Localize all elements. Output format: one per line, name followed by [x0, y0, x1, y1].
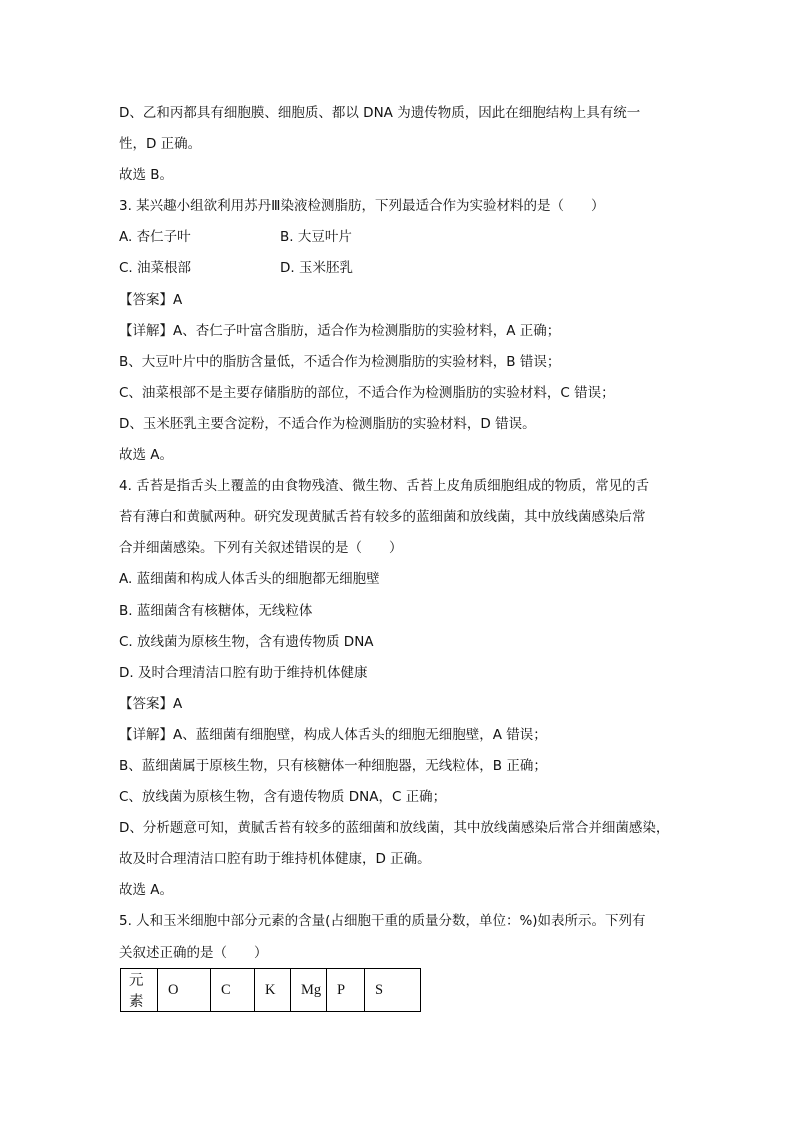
table-cell: K [255, 969, 291, 1012]
text-line: 关叙述正确的是（ ） [119, 944, 268, 961]
q3-option-d: D. 玉米胚乳 [280, 260, 353, 277]
text-line: C. 放线菌为原核生物，含有遗传物质 DNA [119, 633, 374, 650]
q3-option-b: B. 大豆叶片 [280, 229, 352, 246]
text-line: D、分析题意可知，黄腻舌苔有较多的蓝细菌和放线菌，其中放线菌感染后常合并细菌感染， [119, 820, 670, 837]
text-line: B、大豆叶片中的脂肪含量低，不适合作为检测脂肪的实验材料，B 错误； [119, 353, 561, 370]
table-cell: P [327, 969, 365, 1012]
text-line: C、放线菌为原核生物，含有遗传物质 DNA，C 正确； [119, 789, 447, 806]
q3-option-c: C. 油菜根部 [119, 260, 192, 277]
q3-option-a: A. 杏仁子叶 [119, 229, 191, 246]
text-line: 【答案】A [119, 695, 183, 712]
text-line: C、油菜根部不是主要存储脂肪的部位，不适合作为检测脂肪的实验材料，C 错误； [119, 384, 615, 401]
document-body [119, 98, 689, 969]
text-line: 4. 舌苔是指舌头上覆盖的由食物残渣、微生物、舌苔上皮角质细胞组成的物质，常见的舌 [119, 478, 650, 495]
table-cell: O [158, 969, 211, 1012]
text-line: D. 及时合理清洁口腔有助于维持机体健康 [119, 664, 368, 681]
text-line: D、玉米胚乳主要含淀粉，不适合作为检测脂肪的实验材料，D 错误。 [119, 415, 536, 432]
text-line: 【答案】A [119, 291, 183, 308]
table-cell: 元素 [121, 969, 158, 1012]
q3-options-row-1 [119, 222, 689, 253]
q3-options-row-2 [119, 253, 689, 284]
element-content-table [120, 968, 421, 1012]
text-line: B. 蓝细菌含有核糖体，无线粒体 [119, 602, 313, 619]
table-cell: S [365, 969, 421, 1012]
text-line: B、蓝细菌属于原核生物，只有核糖体一种细胞器，无线粒体，B 正确； [119, 757, 547, 774]
text-line: 【详解】A、杏仁子叶富含脂肪，适合作为检测脂肪的实验材料，A 正确； [119, 322, 561, 339]
table-cell: C [211, 969, 255, 1012]
text-line: A. 蓝细菌和构成人体舌头的细胞都无细胞壁 [119, 571, 380, 588]
text-line: 苔有薄白和黄腻两种。研究发现黄腻舌苔有较多的蓝细菌和放线菌，其中放线菌感染后常 [119, 509, 646, 526]
text-line: 性，D 正确。 [119, 136, 202, 153]
text-line: 故选 A。 [119, 882, 174, 899]
text-line: 故选 A。 [119, 447, 174, 464]
text-line: D、乙和丙都具有细胞膜、细胞质、都以 DNA 为遗传物质，因此在细胞结构上具有统一 [119, 105, 641, 121]
text-line: 【详解】A、蓝细菌有细胞壁，构成人体舌头的细胞无细胞壁，A 错误； [119, 726, 547, 743]
text-line: 合并细菌感染。下列有关叙述错误的是（ ） [119, 540, 403, 557]
text-line: 故选 B。 [119, 167, 174, 184]
text-line: 故及时合理清洁口腔有助于维持机体健康，D 正确。 [119, 851, 431, 868]
table-cell: Mg [291, 969, 327, 1012]
text-line: 5. 人和玉米细胞中部分元素的含量(占细胞干重的质量分数，单位：%)如表所示。下列有 [119, 913, 646, 930]
table-header-row [121, 969, 421, 1012]
question-3-stem: 3. 某兴趣小组欲利用苏丹Ⅲ染液检测脂肪，下列最适合作为实验材料的是（ ） [119, 198, 605, 215]
